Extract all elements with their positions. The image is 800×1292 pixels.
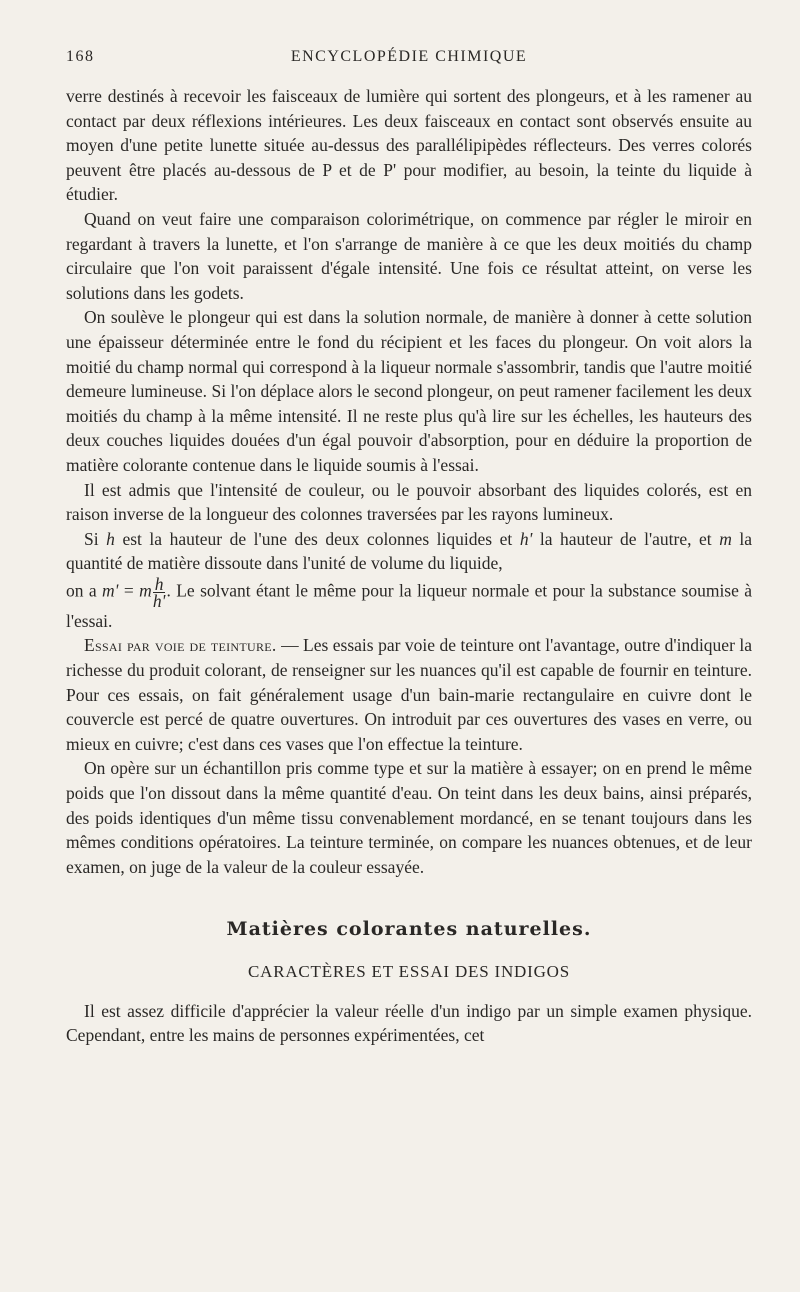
paragraph: On soulève le plongeur qui est dans la solution normale, de manière à donner à cette solution une épaisseur déterminée entre le fond du récipient et les faces du plongeur. On voit alors la moitié du champ normal qui correspond à la liqueur normale s'assombrir, tandis que l'autre moitié demeure lumineuse. Si l'on déplace alors le second plongeur, on peut ramener facilement les deux moitiés du champ à la même intensité. Il ne reste plus qu'à lire sur les échelles, les hauteurs des deux couches liquides douées d'un égal pouvoir d'absorption, pour en déduire la proportion de matière colorante contenue dans le liquide soumis à l'essai. <box>66 307 752 475</box>
essai-heading: Essai par voie de teinture. <box>84 635 277 656</box>
text-run: la hauteur de l'autre, et <box>539 528 712 549</box>
equals-sign: = <box>123 580 134 601</box>
fraction-denominator: h' <box>152 590 166 611</box>
formula-lhs: m' <box>102 580 119 601</box>
fraction-numerator: h <box>154 573 164 594</box>
variable-h-prime: h' <box>519 528 533 549</box>
running-title: ENCYCLOPÉDIE CHIMIQUE <box>290 48 528 65</box>
formula-line <box>66 573 753 634</box>
text-run: Si <box>84 528 99 549</box>
section-title: Matières colorantes naturelles. <box>226 918 592 941</box>
paragraph: verre destinés à recevoir les faisceaux de lumière qui sortent des plongeurs, et à les ramener au contact par deux réflexions intérieures. Les deux faisceaux en contact sont observés ensuite au moyen d'une petite lunette située au-dessus des parallélipipèdes réflecteurs. Des verres colorés peuvent être placés au-dessous de P et de P' pour modifier, au besoin, la teinte du liquide à étudier. <box>66 86 752 205</box>
paragraph: Il est admis que l'intensité de couleur, ou le pouvoir absorbant des liquides colorés, est en raison inverse de la longueur des colonnes traversées par les rayons lumineux. <box>66 479 752 525</box>
text-run: . Le solvant étant le même pour la liqueur normale et pour la substance soumise à l'essai. <box>66 580 753 631</box>
text-run: est la hauteur de l'une des deux colonnes liquides et <box>122 528 513 549</box>
variable-m: m <box>719 528 732 549</box>
formula-rhs: m <box>139 580 152 601</box>
text-run: on a <box>66 580 97 601</box>
page-number: 168 <box>66 48 95 65</box>
text-run: la quantité de matière dissoute dans l'unité de volume du liquide, <box>66 528 753 574</box>
subsection-title: CARACTÈRES ET ESSAI DES INDIGOS <box>247 962 570 981</box>
fraction <box>152 573 166 611</box>
paragraph: On opère sur un échantillon pris comme type et sur la matière à essayer; on en prend le même poids que l'on dissout dans la même quantité d'eau. On teint dans les deux bains, ainsi préparés, des poids identiques d'un même tissu convenablement mordancé, en se tenant toujours dans les mêmes conditions opératoires. La teinture terminée, on compare les nuances obtenues, et de leur examen, on juge de la valeur de la couleur essayée. <box>66 758 752 877</box>
paragraph: Quand on veut faire une comparaison colorimétrique, on commence par régler le miroir en regardant à travers la lunette, et l'on s'arrange de manière à ce que les deux moitiés du champ circulaire que l'on voit paraissent d'égale intensité. Une fois ce résultat atteint, on verse les solutions dans les godets. <box>66 208 752 303</box>
paragraph: Il est assez difficile d'apprécier la valeur réelle d'un indigo par un simple examen physique. Cependant, entre les mains de personnes expérimentées, cet <box>66 1000 752 1046</box>
formula-paragraph <box>66 527 752 576</box>
essai-text: Les essais par voie de teinture ont l'avantage, outre d'indiquer la richesse du produit colorant, de renseigner sur les nuances qu'il est capable de fournir en teinture. Pour ces essais, on fait généralement usage d'un bain-marie rectangulaire en cuivre dont le couvercle est percé de quatre ouvertures. On introduit par ces ouvertures des vases en verre, ou mieux en cuivre; c'est dans ces vases que l'on effectue la teinture. <box>66 635 753 754</box>
variable-h: h <box>106 528 115 549</box>
em-dash: — <box>281 635 299 656</box>
essai-paragraph <box>66 633 752 756</box>
page-body <box>66 84 752 1048</box>
